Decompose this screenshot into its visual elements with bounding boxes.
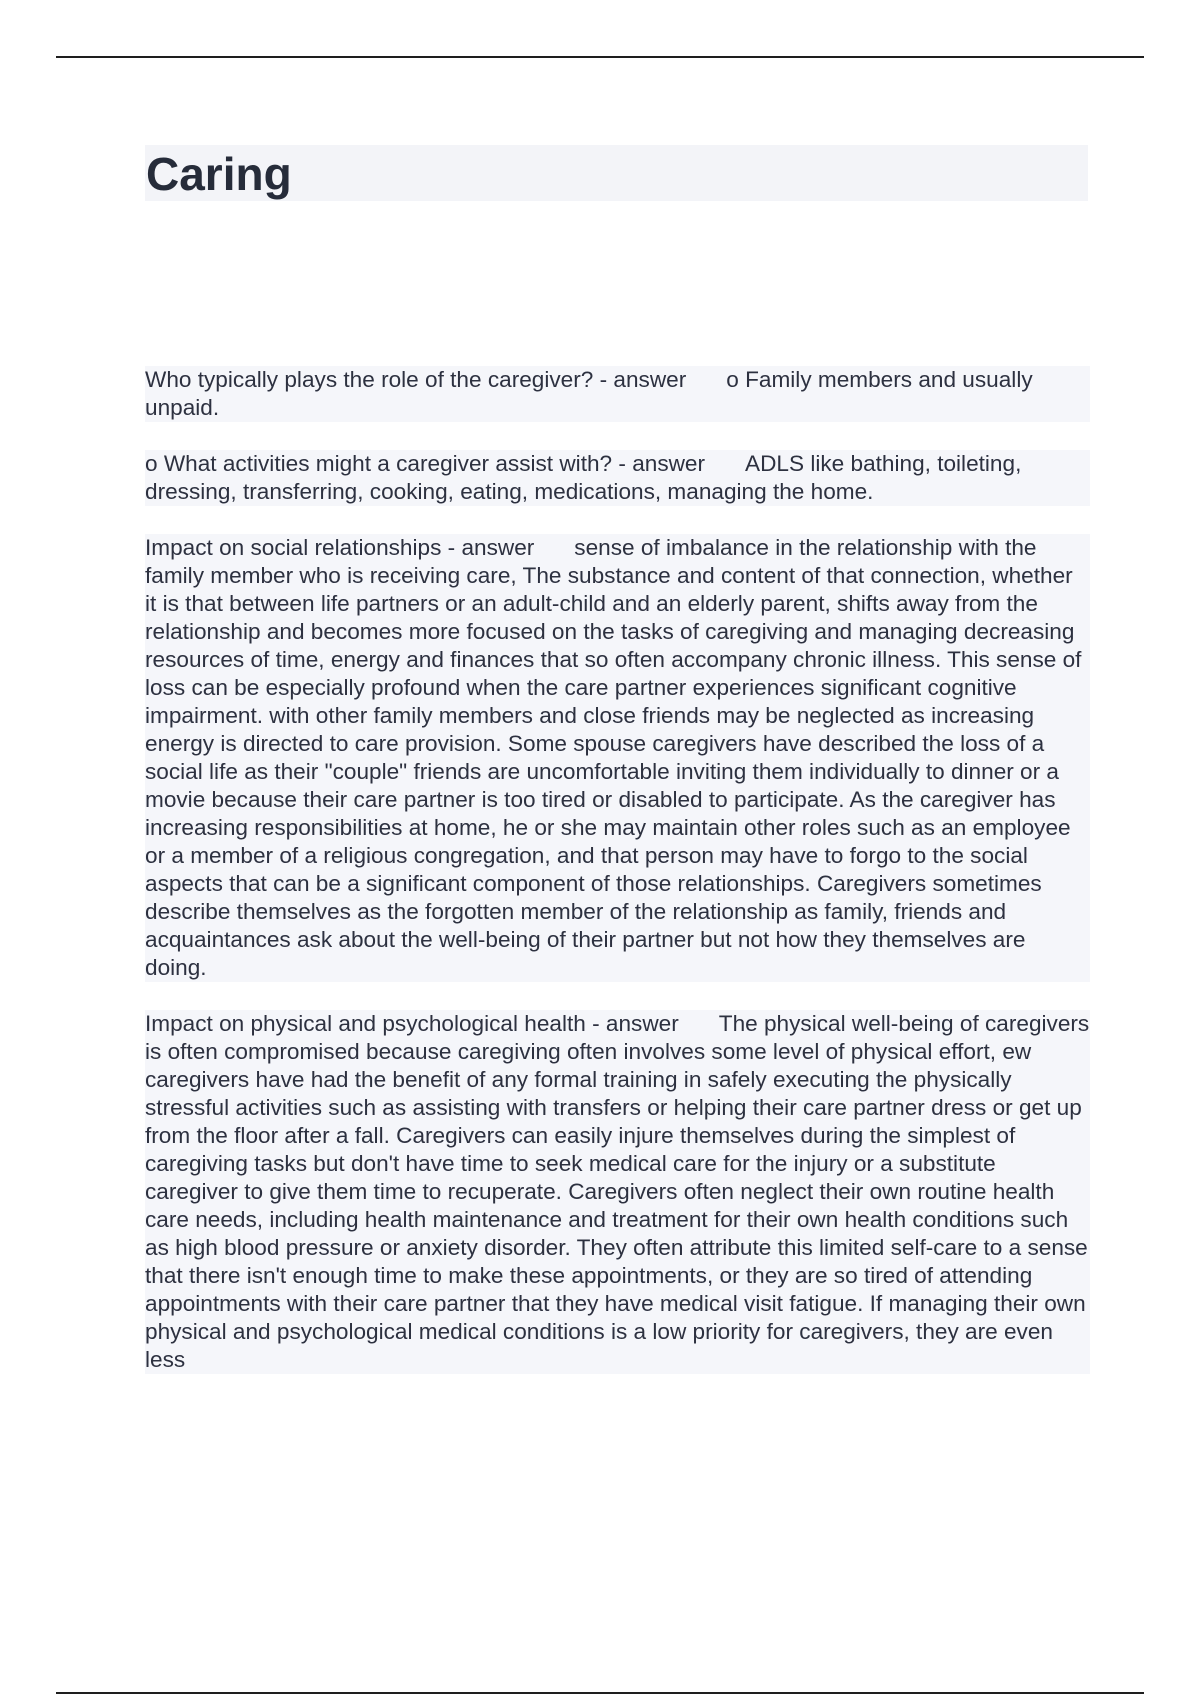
qa-answer: ADLS like bathing, toileting, dressing, transferring, cooking, eating, medications, managing the home.	[145, 451, 1022, 504]
qa-question: Impact on physical and psychological health - answer	[145, 1011, 679, 1036]
qa-answer: sense of imbalance in the relationship with the family member who is receiving care, The substance and content of that connection, whether it is that between life partners or an adult-child and an elderly parent, shifts away from the relationship and becomes more focused on the tasks of caregiving and managing decreasing resources of time, energy and finances that so often accompany chronic illness. This sense of loss can be especially profound when the care partner experiences significant cognitive impairment. with other family members and close friends may be neglected as increasing energy is directed to care provision. Some spouse caregivers have described the loss of a social life as their "couple" friends are uncomfortable inviting them individually to dinner or a movie because their care partner is too tired or disabled to participate. As the caregiver has increasing responsibilities at home, he or she may maintain other roles such as an employee or a member of a religious congregation, and that person may have to forgo to the social aspects that can be a significant component of those relationships. Caregivers sometimes describe themselves as the forgotten member of the relationship as family, friends and acquaintances ask about the well-being of their partner but not how they themselves are doing.	[145, 535, 1082, 980]
qa-question: Who typically plays the role of the caregiver? - answer	[145, 367, 687, 392]
qa-answer: The physical well-being of caregivers is often compromised because caregiving often involves some level of physical effort, ew caregivers have had the benefit of any formal training in safely executing the physically stressful activities such as assisting with transfers or helping their care partner dress or get up from the floor after a fall. Caregivers can easily injure themselves during the simplest of caregiving tasks but don't have time to seek medical care for the injury or a substitute caregiver to give them time to recuperate. Caregivers often neglect their own routine health care needs, including health maintenance and treatment for their own health conditions such as high blood pressure or anxiety disorder. They often attribute this limited self-care to a sense that there isn't enough time to make these appointments, or they are so tired of attending appointments with their care partner that they have medical visit fatigue. If managing their own physical and psychological medical conditions is a low priority for caregivers, they are even less	[145, 1011, 1090, 1372]
qa-question: Impact on social relationships - answer	[145, 535, 535, 560]
qa-entry	[145, 366, 1090, 422]
footer-rule	[56, 1692, 1144, 1694]
qa-answer: o Family members and usually unpaid.	[145, 367, 1033, 420]
page-title: Caring	[146, 148, 292, 200]
qa-list	[145, 366, 1090, 1402]
qa-entry	[145, 450, 1090, 506]
qa-entry	[145, 1010, 1090, 1374]
qa-question: o What activities might a caregiver assist with? - answer	[145, 451, 706, 476]
header-rule	[56, 56, 1144, 58]
qa-entry	[145, 534, 1090, 982]
